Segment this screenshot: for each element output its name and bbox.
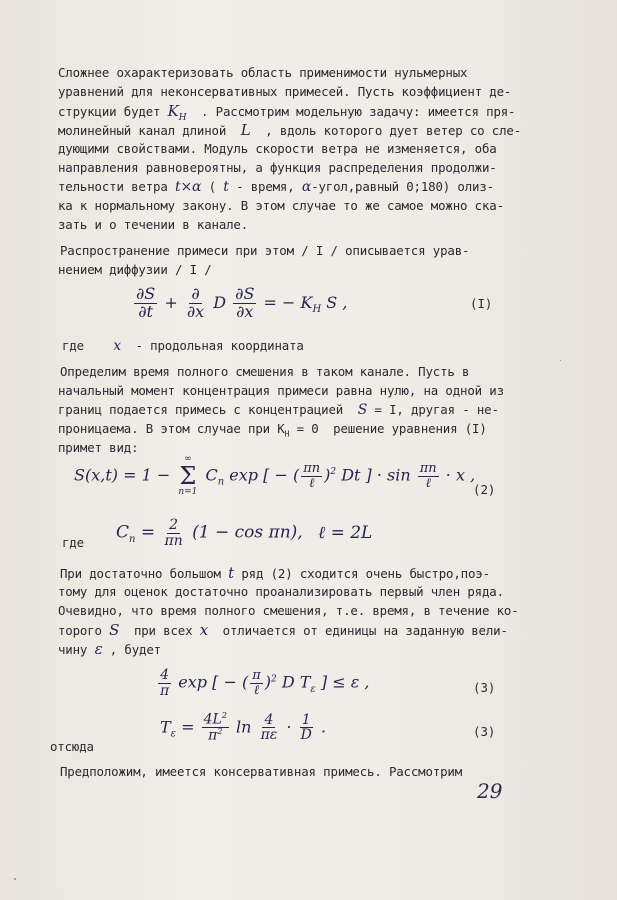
text-line: примет вид:: [58, 440, 139, 455]
page-number: 29: [477, 779, 503, 803]
text-line: направления равновероятны, а функция распределения продолжи-: [58, 160, 497, 175]
text-line: зать и о течении в канале.: [58, 217, 249, 232]
mixing-time-equation: $T_\varepsilon$ = $\frac{4L^2}{\pi^2}$ ln $\frac{4}{\pi\varepsilon}$ · $\frac{1}{D}$ .: [160, 711, 326, 744]
text-line: дующими свойствами. Модуль скорости ветра не изменяется, оба: [58, 141, 497, 156]
text-line: Очевидно, что время полного смешения, т.е. время, в течение ко-: [58, 603, 519, 618]
text-line: границ подается примесь с концентрацией S = I, другая - не-: [58, 402, 499, 418]
coefficient-equation: $C_n$ = $\frac{2}{\pi n}$ (1 − cos πn), ℓ = 2L: [116, 517, 373, 549]
equation-number: (I): [470, 296, 493, 311]
paper-speck: [560, 360, 561, 361]
equation-number: (2): [473, 482, 496, 497]
text-line: нением диффузии / I /: [58, 262, 212, 277]
paper-speck: [14, 878, 16, 880]
text-line: ка к нормальному закону. В этом случае то же самое можно ска-: [58, 198, 504, 213]
text-line: проницаема. В этом случае при $K_H = 0$ решение уравнения (I): [58, 421, 487, 439]
text-line: Предположим, имеется консервативная примесь. Рассмотрим: [60, 764, 463, 779]
series-solution-equation: S(x,t) = 1 − ∞ Σ n=1 $C_n$ exp [ − ( $\frac{\pi n}{\text{ℓ}}$ )$^2$ Dt ] · sin $\frac{\pi n}{\text{ℓ}}$ · x ,: [74, 454, 476, 497]
text-line: отсюда: [50, 739, 94, 754]
equation-number: (3): [473, 724, 496, 739]
text-line: уравнений для неконсервативных примесей. Пусть коэффициент де-: [58, 84, 512, 99]
text-line: тому для оценок достаточно проанализировать первый член ряда.: [58, 584, 504, 599]
mixing-inequality: $\frac{4}{\pi}$ exp [ − ( $\frac{\pi}{\text{ℓ}}$ )$^2$ D $T_\varepsilon$ ] ≤ ε ,: [160, 667, 370, 699]
text-line: где: [62, 535, 84, 550]
text-line: Определим время полного смешения в таком канале. Пусть в: [60, 364, 470, 379]
equation-number: (3): [473, 680, 496, 695]
text-line: тельности ветра t×α ( t - время, α-угол,равный 0;180) олиз-: [58, 179, 494, 195]
text-line: При достаточно большом t ряд (2) сходится очень быстро,поэ-: [60, 564, 490, 582]
text-line: чину ε , будет: [58, 640, 161, 658]
text-line: Распространение примеси при этом / I / описывается урав-: [60, 243, 470, 258]
text-line: где x - продольная координата: [62, 338, 304, 354]
text-line: струкции будет $K_H$ . Рассмотрим модельную задачу: имеется пря-: [58, 102, 516, 123]
diffusion-equation: $\frac{\partial S}{\partial t}$ + $\frac{\partial}{\partial x}$ D $\frac{\partial S}{\partial x}$ = − $K_H$ S ,: [136, 284, 348, 321]
text-line: Сложнее охарактеризовать область применимости нульмерных: [58, 65, 468, 80]
text-line: молинейный канал длиной L , вдоль которого дует ветер со сле-: [58, 121, 522, 139]
text-line: начальный момент концентрация примеси равна нулю, на одной из: [58, 383, 504, 398]
text-line: торого S при всех x отличается от единицы на заданную вели-: [58, 621, 508, 639]
